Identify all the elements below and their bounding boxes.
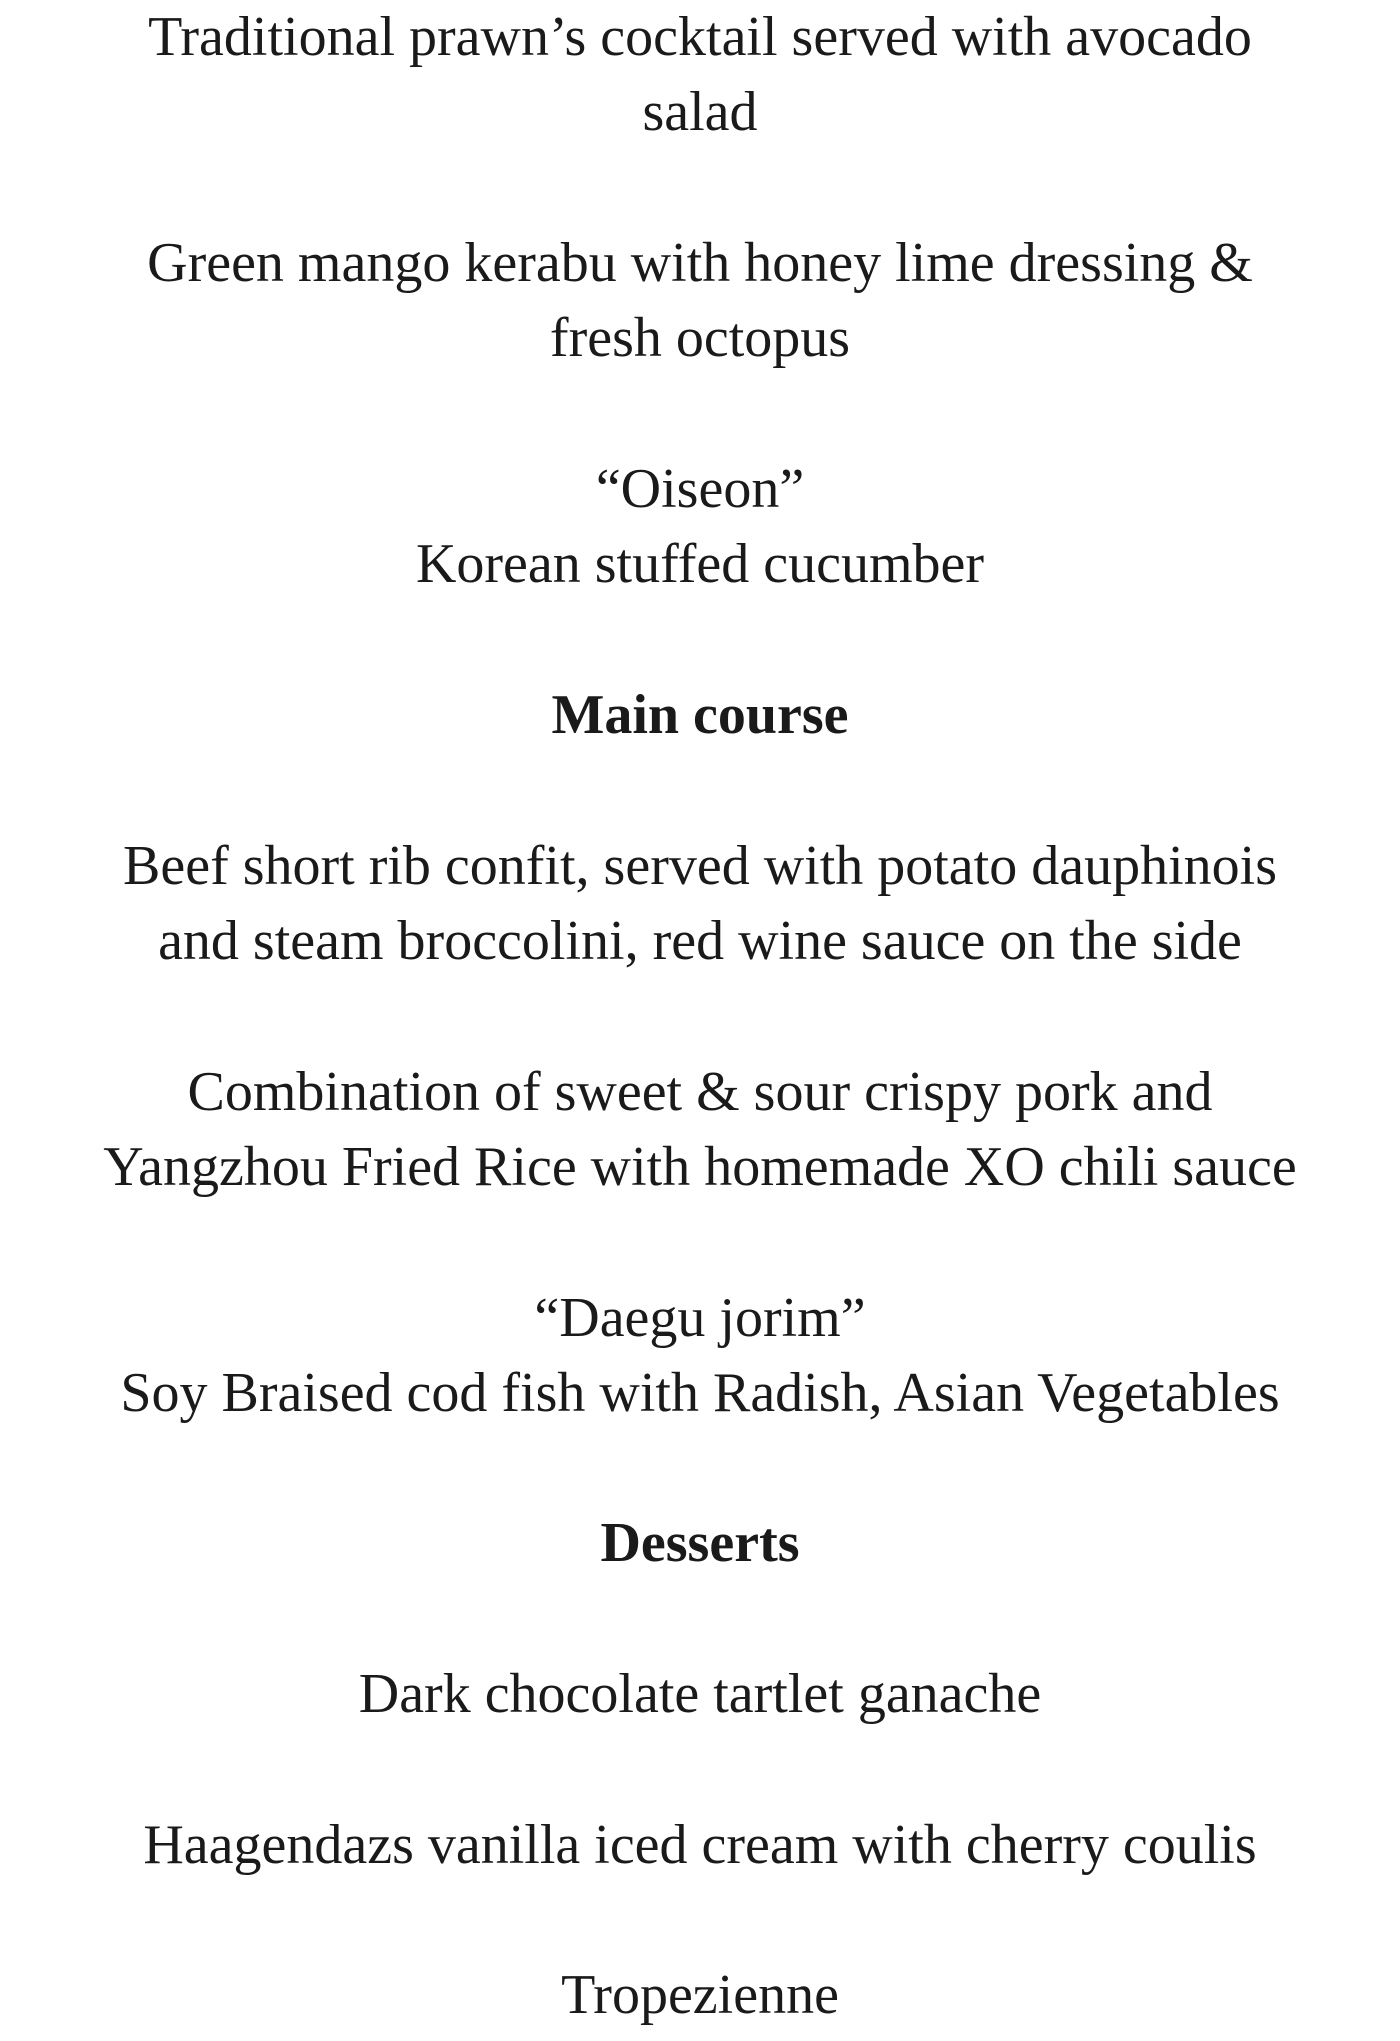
- menu-item-daegu-jorim-description: Soy Braised cod fish with Radish, Asian Vegetables: [120, 1362, 1280, 1424]
- menu-item-daegu-jorim-name: “Daegu jorim”: [534, 1287, 866, 1349]
- menu-item-beef-short-rib-line2: and steam broccolini, red wine sauce on the side: [158, 910, 1242, 972]
- menu-item-crispy-pork-line2: Yangzhou Fried Rice with homemade XO chili sauce: [103, 1136, 1297, 1198]
- menu-item-prawn-cocktail-line2: salad: [642, 81, 758, 143]
- menu-item-tropezienne: Tropezienne: [561, 1964, 839, 2026]
- menu-item-oiseon-name: “Oiseon”: [595, 458, 805, 520]
- section-heading-desserts: Desserts: [600, 1512, 800, 1574]
- menu-item-crispy-pork-line1: Combination of sweet & sour crispy pork and: [187, 1061, 1213, 1123]
- menu-item-oiseon-description: Korean stuffed cucumber: [415, 533, 985, 595]
- menu-item-mango-kerabu-line2: fresh octopus: [549, 307, 851, 369]
- menu-item-prawn-cocktail-line1: Traditional prawn’s cocktail served with avocado: [148, 6, 1252, 68]
- menu-item-haagendazs: Haagendazs vanilla iced cream with cherry coulis: [143, 1814, 1257, 1876]
- section-heading-main-course: Main course: [551, 684, 849, 746]
- menu-item-chocolate-tartlet: Dark chocolate tartlet ganache: [358, 1663, 1042, 1725]
- menu-item-mango-kerabu-line1: Green mango kerabu with honey lime dressing &: [147, 232, 1253, 294]
- menu-item-beef-short-rib-line1: Beef short rib confit, served with potato dauphinois: [123, 835, 1277, 897]
